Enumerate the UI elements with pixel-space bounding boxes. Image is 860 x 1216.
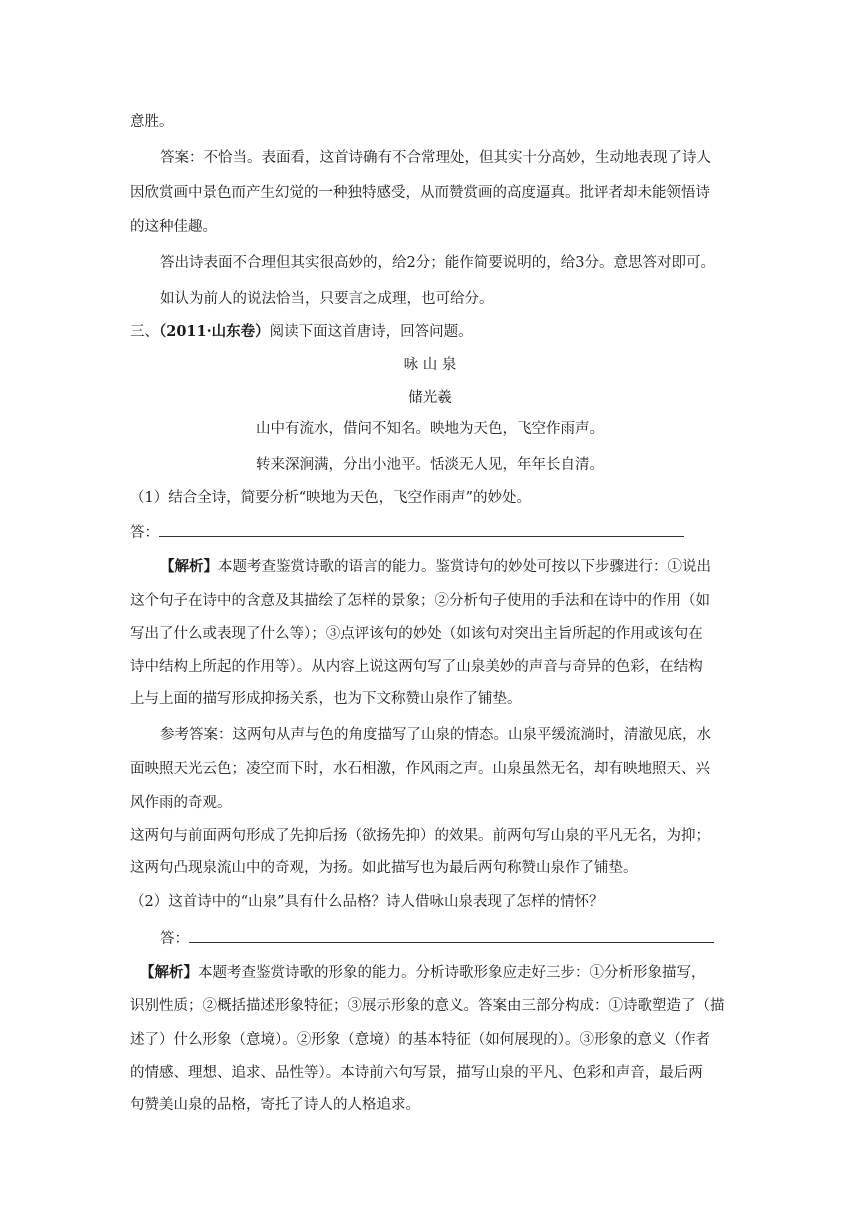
poem-title: 咏 山 泉: [403, 357, 457, 373]
analysis-line-2: 这个句子在诗中的含意及其描绘了怎样的景象；②分析句子使用的手法和在诗中的作用（如: [130, 593, 710, 609]
poem-line-1: 山中有流水，借问不知名。映地为天色，飞空作雨声。: [256, 421, 604, 437]
answer-underline: [189, 926, 714, 943]
scoring-line-1: 答出诗表面不合理但其实很高妙的，给2分；能作简要说明的，给3分。意思答对即可。: [160, 255, 715, 271]
reference-line-2: 面映照天光云色；凌空而下时，水石相激，作风雨之声。山泉虽然无名，却有映地照天、兴: [130, 761, 710, 777]
analysis2-line-2: 识别性质；②概括描述形象特征；③展示形象的意义。答案由三部分构成：①诗歌塑造了（描: [130, 998, 725, 1014]
poem-author: 储光羲: [408, 390, 452, 406]
analysis-line-4: 诗中结构上所起的作用等）。从内容上说这两句写了山泉美妙的声音与奇异的色彩，在结构: [130, 659, 703, 675]
analysis-line-1: [160, 557, 711, 577]
analysis-line-3: 写出了什么或表现了什么等）；③点评该句的妙处（如该句对突出主旨所起的作用或该句在: [130, 626, 703, 642]
reference-line-3: 风作雨的奇观。: [130, 795, 232, 811]
analysis2-line-3: 述了）什么形象（意境）。②形象（意境）的基本特征（如何展现的）。③形象的意义（作者: [130, 1032, 710, 1048]
answer-text: 不恰当。表面看，这首诗确有不合常理处，但其实十分高妙，生动地表现了诗人: [203, 150, 711, 166]
answer-label: 答：: [160, 931, 189, 947]
analysis2-line-4: 的情感、理想、追求、品性等）。本诗前六句写景，描写山泉的平凡、色彩和声音，最后两: [130, 1065, 703, 1081]
section-source: （2011·山东卷）: [159, 323, 270, 340]
answer-prefix: 答案：: [160, 150, 204, 166]
answer-line-1: [160, 148, 711, 168]
answer-line-3: 的这种佳趣。: [130, 219, 217, 235]
answer-label: 答：: [130, 525, 159, 541]
analysis-tag: 【解析】: [160, 558, 218, 575]
section-heading: [130, 322, 473, 342]
answer-line-2: 因欣赏画中景色而产生幻觉的一种独特感受，从而赞赏画的高度逼真。批评者却未能领悟诗: [130, 185, 710, 201]
analysis2-line-5: 句赞美山泉的品格，寄托了诗人的人格追求。: [130, 1097, 420, 1113]
section-instruction: 阅读下面这首唐诗，回答问题。: [269, 324, 473, 340]
answer-blank-1: [130, 520, 684, 543]
answer-blank-2: [160, 926, 714, 949]
question-1: （1）结合全诗，简要分析“映地为天色，飞空作雨声”的妙处。: [130, 490, 532, 506]
analysis-line-5: 上与上面的描写形成抑扬关系，也为下文称赞山泉作了铺垫。: [130, 691, 522, 707]
analysis-text: 本题考查鉴赏诗歌的语言的能力。鉴赏诗句的妙处可按以下步骤进行：①说出: [218, 559, 711, 575]
poem-line-2: 转来深涧满，分出小池平。恬淡无人见，年年长自清。: [256, 457, 604, 473]
analysis2-line-1: [140, 963, 706, 983]
reference-line-1: 参考答案：这两句从声与色的角度描写了山泉的情态。山泉平缓流淌时，清澈见底，水: [160, 727, 711, 743]
question-2: （2）这首诗中的“山泉”具有什么品格？诗人借咏山泉表现了怎样的情怀？: [130, 894, 604, 910]
answer-underline: [159, 520, 684, 537]
scoring-line-2: 如认为前人的说法恰当，只要言之成理，也可给分。: [160, 291, 494, 307]
text-line: 意胜。: [130, 114, 174, 130]
reference-line-4: 这两句与前面两句形成了先抑后扬（欲扬先抑）的效果。前两句写山泉的平凡无名，为抑；: [130, 828, 710, 844]
analysis-tag: 【解析】: [140, 964, 198, 981]
analysis-text: 本题考查鉴赏诗歌的形象的能力。分析诗歌形象应走好三步：①分析形象描写，: [198, 965, 706, 981]
reference-line-5: 这两句凸现泉流山中的奇观，为扬。如此描写也为最后两句称赞山泉作了铺垫。: [130, 860, 638, 876]
section-number: 三、: [130, 324, 159, 340]
